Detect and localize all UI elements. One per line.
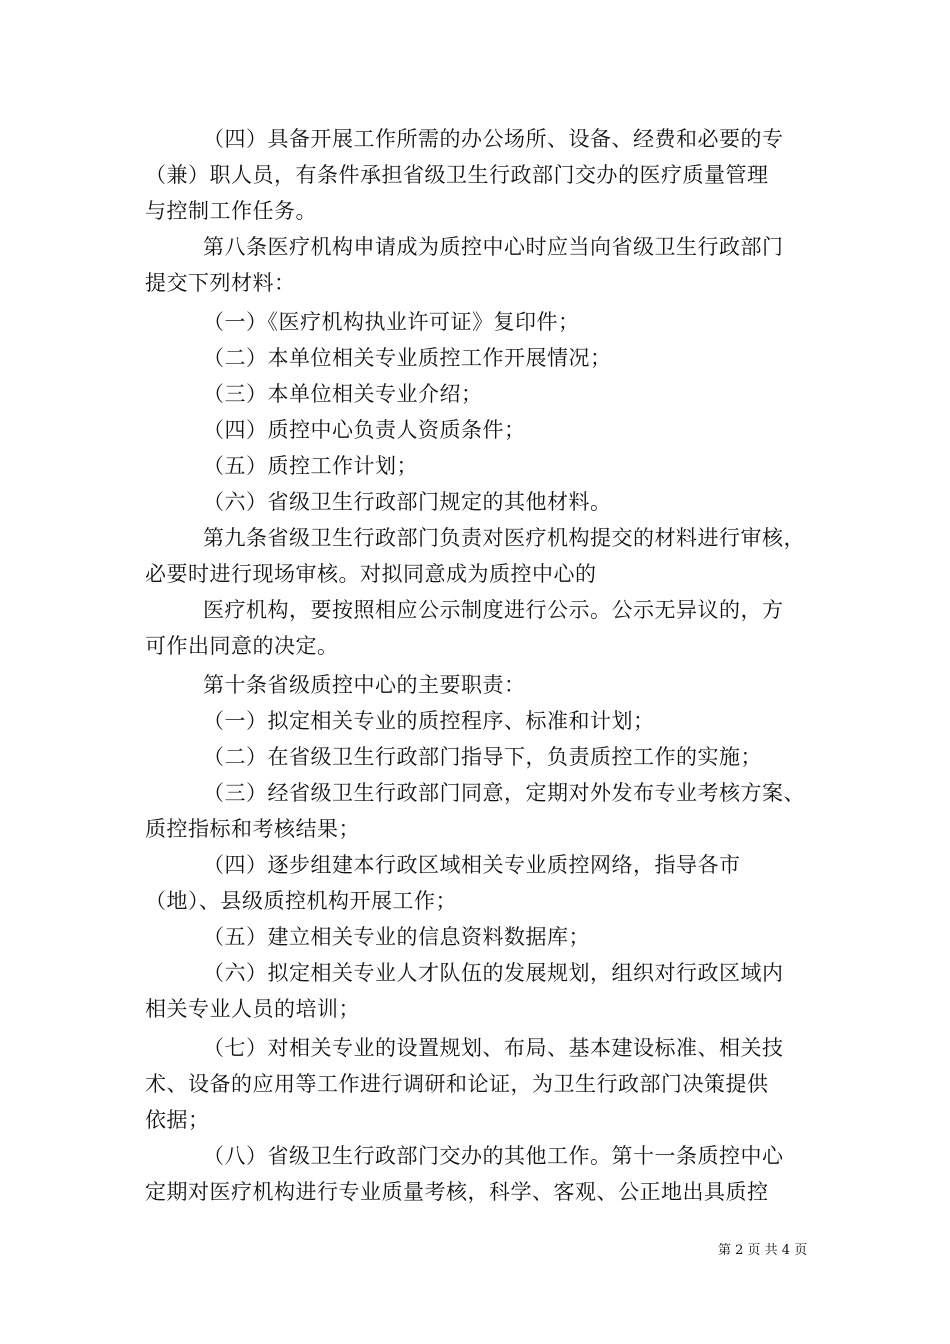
text-line: （四）质控中心负责人资质条件；: [203, 418, 526, 442]
text-line: 提交下列材料：: [145, 271, 296, 295]
text-line: （四）具备开展工作所需的办公场所、设备、经费和必要的专: [203, 127, 784, 151]
text-line: （五）质控工作计划；: [203, 454, 418, 478]
text-line: （二）本单位相关专业质控工作开展情况；: [203, 346, 612, 370]
text-line: 与控制工作任务。: [145, 199, 317, 223]
text-line: （四）逐步组建本行政区域相关专业质控网络，指导各市: [203, 853, 741, 877]
text-line: （五）建立相关专业的信息资料数据库；: [203, 925, 590, 949]
text-line: 医疗机构，要按照相应公示制度进行公示。公示无异议的，方: [203, 598, 784, 622]
text-line: 第八条医疗机构申请成为质控中心时应当向省级卫生行政部门: [203, 235, 784, 259]
text-line: （一）拟定相关专业的质控程序、标准和计划；: [203, 709, 655, 733]
text-line: 可作出同意的决定。: [145, 634, 339, 658]
text-line: （八）省级卫生行政部门交办的其他工作。第十一条质控中心: [203, 1144, 784, 1168]
text-line: （一）《医疗机构执业许可证》复印件；: [203, 310, 580, 334]
text-line: （兼）职人员，有条件承担省级卫生行政部门交办的医疗质量管理: [145, 163, 769, 187]
text-line: 相关专业人员的培训；: [145, 997, 360, 1021]
page-number: 第 2 页 共 4 页: [718, 1243, 808, 1258]
text-line: 第九条省级卫生行政部门负责对医疗机构提交的材料进行审核，: [203, 526, 805, 550]
text-line: （六）拟定相关专业人才队伍的发展规划，组织对行政区域内: [203, 961, 784, 985]
text-line: 依据；: [145, 1108, 210, 1132]
text-line: 术、设备的应用等工作进行调研和论证，为卫生行政部门决策提供: [145, 1072, 769, 1096]
text-line: 第十条省级质控中心的主要职责：: [203, 673, 526, 697]
text-line: （地）、县级质控机构开展工作；: [145, 889, 457, 913]
text-line: （七）对相关专业的设置规划、布局、基本建设标准、相关技: [203, 1036, 784, 1060]
text-line: （三）本单位相关专业介绍；: [203, 382, 483, 406]
text-line: 必要时进行现场审核。对拟同意成为质控中心的: [145, 562, 597, 586]
text-line: 定期对医疗机构进行专业质量考核，科学、客观、公正地出具质控: [145, 1180, 769, 1204]
text-line: （六）省级卫生行政部门规定的其他材料。: [203, 490, 612, 514]
text-line: 质控指标和考核结果；: [145, 817, 360, 841]
text-line: （三）经省级卫生行政部门同意，定期对外发布专业考核方案、: [203, 781, 805, 805]
text-line: （二）在省级卫生行政部门指导下，负责质控工作的实施；: [203, 745, 762, 769]
